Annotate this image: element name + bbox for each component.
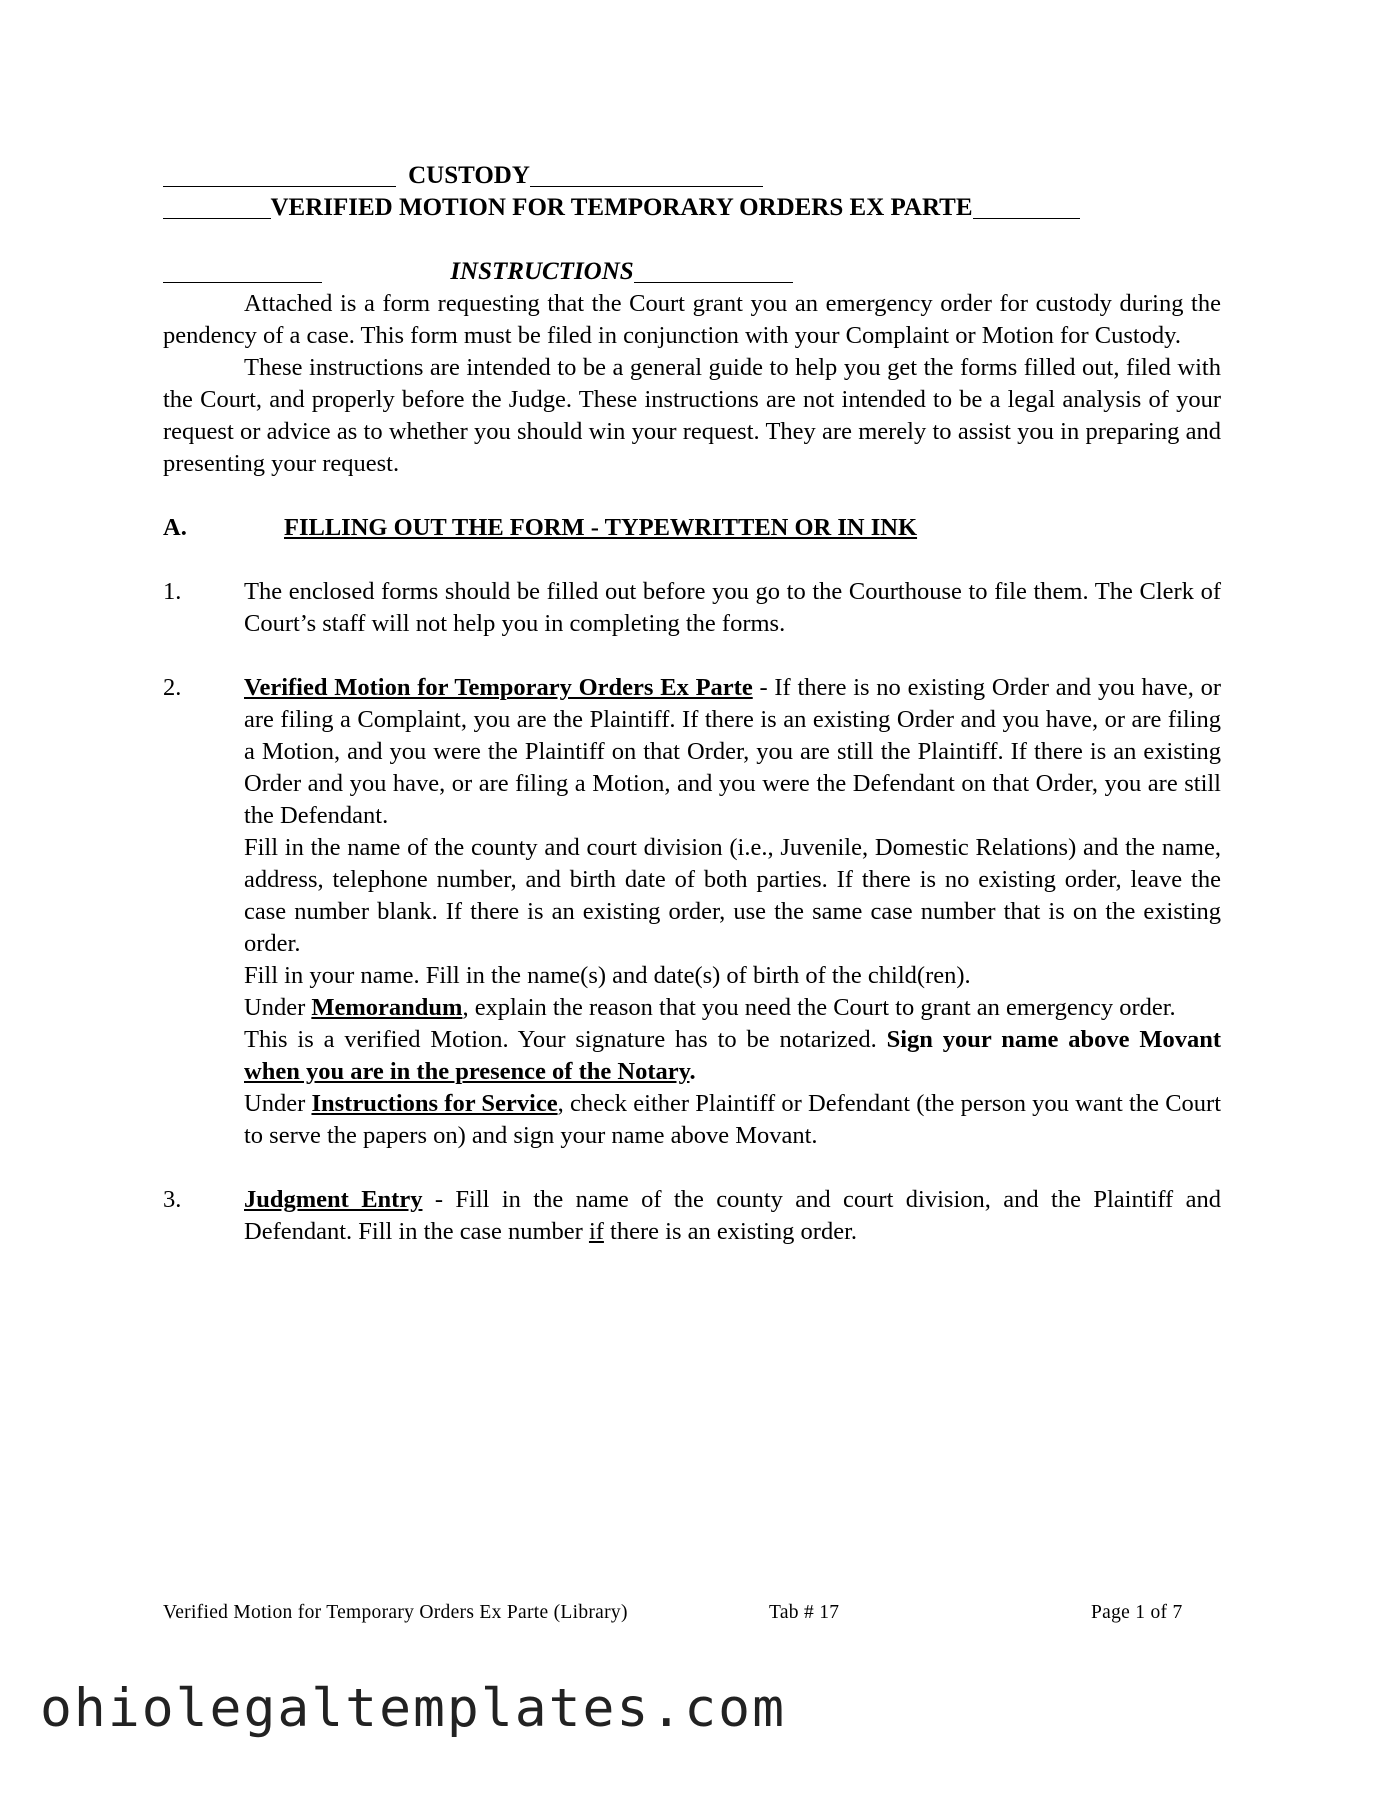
document-page <box>163 160 1221 1248</box>
list-item-2-notary: This is a verified Motion. Your signature has to be notarized. Sign your name above Movant when you are in the presence of the Notary. <box>244 1026 1221 1085</box>
judgment-entry-label: Judgment Entry <box>244 1186 423 1213</box>
section-a-label: A. <box>163 514 187 541</box>
watermark-text: ohiolegaltemplates.com <box>40 1678 786 1739</box>
list-item-2-text: Verified Motion for Temporary Orders Ex Parte - If there is no existing Order and you have, or are filing a Complaint, you are the Plaintiff. If there is an existing Order and you have, or are filing a Motion, and you were the Plaintiff on that Order, you are still the Plaintiff. If there is an existing Order and you have, or are filing a Motion, and you were the Defendant on that Order, you are still the Defendant. <box>244 674 1222 829</box>
heading-custody <box>163 160 763 192</box>
intro-paragraph-1: Attached is a form requesting that the Court grant you an emergency order for custody during the pendency of a case. This form must be filed in conjunction with your Complaint or Motion for Custody. <box>163 290 1221 349</box>
list-item-1 <box>163 576 1221 640</box>
list-item-2-memorandum: Under Memorandum, explain the reason that you need the Court to grant an emergency order. <box>244 994 1176 1021</box>
intro-paragraph-2: These instructions are intended to be a general guide to help you get the forms filled out, filed with the Court, and properly before the Judge. These instructions are not intended to be a legal analysis of your request or advice as to whether you should win your request. They are merely to assist you in preparing and presenting your request. <box>163 354 1221 477</box>
footer-tab-number: Tab # 17 <box>769 1602 840 1623</box>
notary-emphasis: when you are in the presence of the Notary <box>244 1058 690 1085</box>
verified-motion-label: Verified Motion for Temporary Orders Ex Parte <box>244 674 753 701</box>
heading-custody-text: CUSTODY <box>396 162 530 189</box>
list-item-3-text: Judgment Entry - Fill in the name of the county and court division, and the Plaintiff and Defendant. Fill in the case number if there is an existing order. <box>244 1186 1221 1245</box>
list-item-2 <box>163 672 1221 1152</box>
list-item-1-number: 1. <box>163 578 182 605</box>
list-item-2-service: Under Instructions for Service, check either Plaintiff or Defendant (the person you want the Court to serve the papers on) and sign your name above Movant. <box>244 1090 1221 1149</box>
list-item-1-text: The enclosed forms should be filled out before you go to the Courthouse to file them. The Clerk of Court’s staff will not help you in completing the forms. <box>244 578 1221 637</box>
list-item-3 <box>163 1184 1221 1248</box>
section-a-title: FILLING OUT THE FORM - TYPEWRITTEN OR IN INK <box>284 514 918 541</box>
memorandum-label: Memorandum <box>311 994 463 1021</box>
page-footer <box>163 1602 1221 1624</box>
list-item-2-number: 2. <box>163 674 182 701</box>
section-a-heading <box>163 512 1221 544</box>
heading-motion-text: VERIFIED MOTION FOR TEMPORARY ORDERS EX PARTE <box>270 194 973 221</box>
heading-instructions <box>163 256 793 288</box>
list-item-2-fill-children: Fill in your name. Fill in the name(s) and date(s) of birth of the child(ren). <box>244 962 971 989</box>
footer-form-title: Verified Motion for Temporary Orders Ex Parte (Library) <box>163 1602 628 1623</box>
heading-motion <box>163 192 1080 224</box>
list-item-3-number: 3. <box>163 1186 182 1213</box>
list-item-2-fill-parties: Fill in the name of the county and court division (i.e., Juvenile, Domestic Relations) and the name, address, telephone number, and birth date of both parties. If there is no existing order, leave the case number blank. If there is an existing order, use the same case number that is on the existing order. <box>244 834 1221 957</box>
footer-page-number: Page 1 of 7 <box>1091 1602 1183 1623</box>
instructions-for-service-label: Instructions for Service <box>311 1090 558 1117</box>
heading-instructions-text: INSTRUCTIONS <box>322 258 633 285</box>
